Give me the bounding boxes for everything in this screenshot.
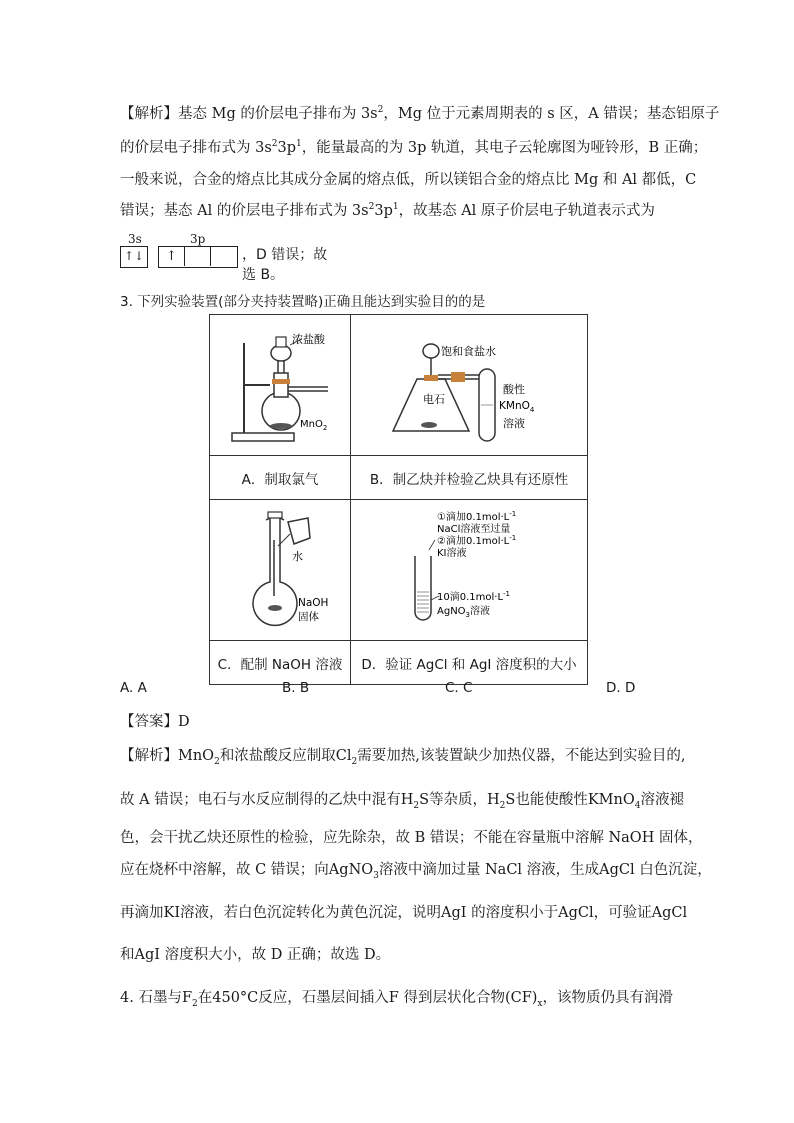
subscript: 3 <box>465 611 471 619</box>
text: 在450°C反应，石墨层间插入F 得到层状化合物(CF) <box>197 990 538 1006</box>
label-step1 <box>437 510 516 523</box>
superscript: -1 <box>503 590 510 598</box>
text: 应在烧杯中溶解，故 C 错误；向AgNO <box>120 862 374 878</box>
caption-c: C．配制 NaOH 溶液 <box>210 641 351 685</box>
text: MnO <box>300 419 323 430</box>
label-step2 <box>437 534 516 547</box>
text: ②滴加0.1mol·L <box>437 536 510 547</box>
text: 故 A 错误；电石与水反应制得的乙炔中混有H <box>120 792 414 808</box>
text: 一般来说，合金的熔点比其成分金属的熔点低，所以镁铝合金的熔点比 Mg 和 Al 都低，C <box>120 172 697 188</box>
text: 【答案】D <box>120 714 190 730</box>
subscript: 2 <box>413 800 420 811</box>
apparatus-table <box>209 314 588 685</box>
orbital-3p-empty-1 <box>185 247 211 266</box>
text: ，能量最高的为 3p 轨道，其电子云轮廓图为哑铃形，B 正确； <box>301 140 708 156</box>
q3-analysis-line-4 <box>120 858 712 879</box>
text: 【解析】基态 Mg 的价层电子排布为 3s <box>120 106 378 122</box>
label-conc-hcl: 浓盐酸 <box>292 333 325 346</box>
q4-stem <box>120 986 673 1007</box>
text: 3p <box>277 140 297 156</box>
label-ki-solution: KI溶液 <box>437 548 467 559</box>
orbital-box-3p <box>158 246 238 268</box>
subscript: x <box>537 998 543 1009</box>
apparatus-a-cell <box>210 315 351 456</box>
superscript: 2 <box>271 139 278 150</box>
subscript: 4 <box>529 406 535 414</box>
text: S也能使酸性KMnO <box>505 792 635 808</box>
label-solid: 固体 <box>298 611 319 623</box>
q2-analysis-line-3 <box>120 168 696 189</box>
q3-analysis-line-5 <box>120 901 687 922</box>
label-mno2 <box>300 419 327 432</box>
superscript: 2 <box>377 105 384 116</box>
text: KMnO <box>499 400 530 412</box>
superscript: -1 <box>509 534 517 542</box>
q2-analysis-line-1 <box>120 102 719 123</box>
subscript: 2 <box>192 998 198 1009</box>
orbital-box-3s <box>120 246 148 268</box>
volumetric-flask-illustration <box>210 500 350 636</box>
caption-b: B．制乙炔并检验乙炔具有还原性 <box>351 456 588 500</box>
text: 溶液 <box>470 606 491 617</box>
chlorine-apparatus-illustration <box>210 315 350 451</box>
apparatus-c-cell <box>210 500 351 641</box>
text: 【解析】MnO <box>120 748 215 764</box>
orbital-diagram <box>120 232 340 283</box>
label-nacl-excess: NaCl溶液至过量 <box>437 524 511 535</box>
superscript: 1 <box>296 139 302 150</box>
q3-analysis-line-1 <box>120 744 686 765</box>
text: 色，会干扰乙炔还原性的检验，应先除杂，故 B 错误；不能在容量瓶中溶解 NaOH 固体， <box>120 830 703 846</box>
text: 错误；基态 Al 的价层电子排布式为 3s <box>120 203 369 219</box>
text: 和浓盐酸反应制取Cl <box>219 748 352 764</box>
text: 10滴0.1mol·L <box>437 592 504 603</box>
subscript: 3 <box>373 870 379 881</box>
q3-analysis-line-3 <box>120 826 702 847</box>
orbital-3s-arrows: ↑↓ <box>123 249 145 263</box>
label-kmno4 <box>499 400 535 414</box>
caption-a: A．制取氯气 <box>210 456 351 500</box>
q3-analysis-line-6 <box>120 943 390 964</box>
option-a: A. A <box>120 680 147 696</box>
text: 3. 下列实验装置(部分夹持装置略)正确且能达到实验目的的是 <box>120 294 486 310</box>
orbital-label-3p: 3p <box>190 232 206 246</box>
option-c: C. C <box>445 680 473 696</box>
apparatus-b-cell <box>351 315 588 456</box>
subscript: 4 <box>634 800 641 811</box>
label-saturated-brine: 饱和食盐水 <box>441 345 496 358</box>
label-calcium-carbide: 电石 <box>423 393 445 406</box>
subscript: 2 <box>351 756 358 767</box>
label-10-drops <box>437 590 510 603</box>
q2-analysis-line-4 <box>120 199 655 220</box>
q2-conclusion: ，D 错误；故选 B。 <box>242 247 328 283</box>
superscript: 2 <box>368 202 375 213</box>
subscript: 2 <box>214 756 220 767</box>
text: AgNO <box>437 606 466 617</box>
text: 溶液中滴加过量 NaCl 溶液，生成AgCl 白色沉淀， <box>378 862 712 878</box>
text: ，Mg 位于元素周期表的 s 区，A 错误；基态铝原子 <box>383 106 720 122</box>
text: 4. 石墨与F <box>120 990 193 1006</box>
acetylene-apparatus-illustration <box>351 315 587 451</box>
text: 再滴加KI溶液，若白色沉淀转化为黄色沉淀，说明AgI 的溶度积小于AgCl，可验证AgCl <box>120 905 688 921</box>
option-b: B. B <box>282 680 310 696</box>
text: 3p <box>374 203 393 219</box>
superscript: -1 <box>509 510 517 518</box>
orbital-label-3s: 3s <box>128 232 142 246</box>
label-acidic: 酸性 <box>503 383 525 396</box>
label-naoh: NaOH <box>298 597 329 609</box>
text: 溶液褪 <box>640 792 684 808</box>
text: ，该物质仍具有润滑 <box>542 990 673 1006</box>
superscript: 1 <box>392 202 399 213</box>
label-agno3 <box>437 604 490 619</box>
q3-stem <box>120 290 485 310</box>
text: 需要加热,该装置缺少加热仪器，不能达到实验目的, <box>357 748 686 764</box>
option-d: D. D <box>606 680 636 696</box>
caption-d: D．验证 AgCl 和 AgI 溶度积的大小 <box>351 641 588 685</box>
label-water: 水 <box>292 550 303 563</box>
q2-analysis-line-2 <box>120 136 707 157</box>
q3-analysis-line-2 <box>120 788 684 809</box>
orbital-3p-empty-2 <box>211 247 237 266</box>
text: 的价层电子排布式为 3s <box>120 140 272 156</box>
text: ①滴加0.1mol·L <box>437 512 510 523</box>
subscript: 2 <box>322 424 328 432</box>
orbital-3p-arrow: ↑ <box>159 247 185 266</box>
q3-answer <box>120 710 190 731</box>
text: S等杂质，H <box>419 792 500 808</box>
text: ，故基态 Al 原子价层电子轨道表示式为 <box>398 203 655 219</box>
label-solution: 溶液 <box>503 417 525 430</box>
subscript: 2 <box>499 800 506 811</box>
text: 和AgI 溶度积大小，故 D 正确；故选 D。 <box>120 947 391 963</box>
test-tube-illustration <box>351 500 587 636</box>
apparatus-d-cell <box>351 500 588 641</box>
